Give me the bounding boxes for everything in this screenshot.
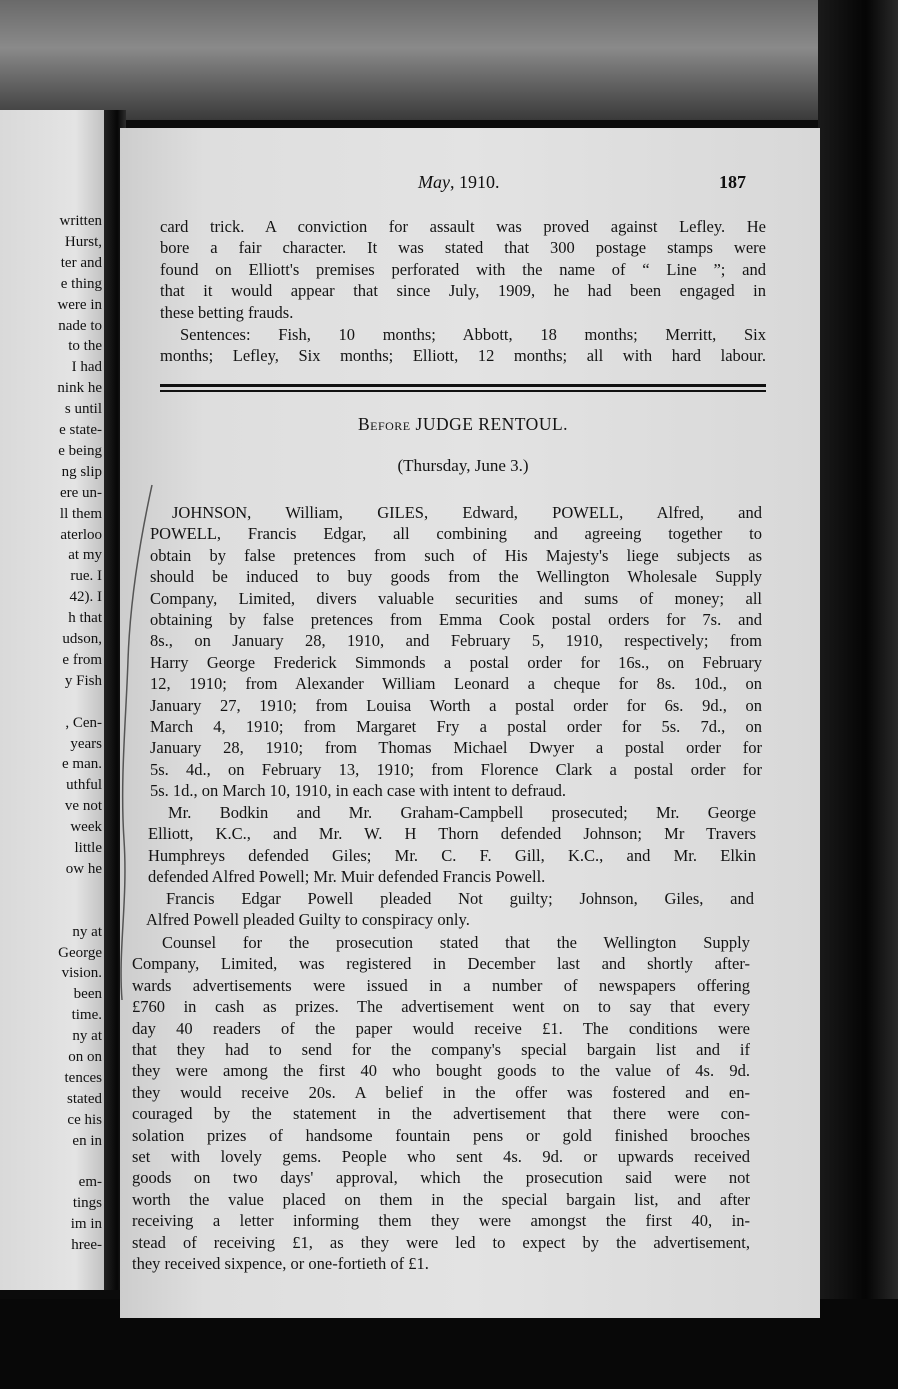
indictment-line: 12, 1910; from Alexander William Leonard a cheque for 8s. 10d., on bbox=[150, 674, 762, 694]
previous-page-fragment: h that bbox=[68, 610, 102, 627]
prosecution-line: Counsel for the prosecution stated that the Wellington Supply bbox=[162, 933, 750, 952]
indictment-line: JOHNSON, William, GILES, Edward, POWELL, Alfred, and bbox=[172, 503, 762, 522]
indictment-line: POWELL, Francis Edgar, all combining and agreeing together to bbox=[150, 524, 762, 544]
court-before: Before bbox=[357, 414, 411, 434]
prosecution-line: that they had to send for the company's special bargain list and if bbox=[132, 1040, 750, 1060]
previous-page-fragment: to the bbox=[68, 338, 102, 355]
indictment-line: 5s. 4d., on February 13, 1910; from Florence Clark a postal order for bbox=[150, 759, 762, 779]
page-number: 187 bbox=[719, 172, 746, 192]
pleas-paragraph bbox=[146, 888, 754, 931]
previous-page-fragment: been bbox=[73, 986, 102, 1003]
indictment-line: Harry George Frederick Simmonds a postal order for 16s., on February bbox=[150, 652, 762, 672]
previous-page-fragment: udson, bbox=[62, 631, 102, 647]
indictment-line: obtaining by false pretences from Emma Cook postal orders for 7s. and bbox=[150, 610, 762, 630]
prosecution-line: Company, Limited, was registered in December last and shortly after- bbox=[132, 954, 750, 974]
sentences-line-2: months; Lefley, Six months; Elliott, 12 months; all with hard labour. bbox=[160, 346, 766, 366]
continuation-paragraph bbox=[160, 216, 766, 323]
pleas-line: Francis Edgar Powell pleaded Not guilty; Johnson, Giles, and bbox=[166, 889, 754, 908]
indictment-line: January 28, 1910; from Thomas Michael Dwyer a postal order for bbox=[150, 738, 762, 758]
prosecution-line: £760 in cash as prizes. The advertisement went on to say that every bbox=[132, 997, 750, 1017]
previous-page-fragment: e man. bbox=[62, 756, 102, 773]
previous-page-fragment: e being bbox=[58, 442, 102, 459]
indictment-line: 8s., on January 28, 1910, and February 5, 1910, respectively; from bbox=[150, 631, 762, 651]
previous-page-fragment: en in bbox=[72, 1132, 102, 1149]
previous-page-fragment: years bbox=[70, 735, 102, 752]
previous-page-fragment: tings bbox=[72, 1195, 102, 1212]
continuation-line: that it would appear that since July, 1909, he had been engaged in bbox=[160, 281, 766, 301]
previous-page-fragment: uthful bbox=[66, 777, 102, 794]
prosecution-line: set with lovely gems. People who sent 4s. 9d. or upwards received bbox=[132, 1147, 750, 1167]
prosecution-paragraph bbox=[132, 932, 750, 1275]
continuation-line: found on Elliott's premises perforated with the name of “ Line ”; and bbox=[160, 259, 766, 279]
previous-page-fragment: ve not bbox=[64, 798, 102, 815]
previous-page-fragment: I had bbox=[71, 359, 102, 376]
court-heading bbox=[160, 414, 766, 435]
previous-page-fragment: were in bbox=[57, 296, 102, 313]
previous-page-fragment: time. bbox=[71, 1007, 102, 1024]
previous-page-fragment: e state- bbox=[59, 422, 102, 438]
counsel-paragraph bbox=[148, 802, 756, 888]
previous-page-fragment: ng slip bbox=[61, 463, 102, 480]
previous-page-fragment: aterloo bbox=[60, 526, 102, 543]
sentences-line-1: Sentences: Fish, 10 months; Abbott, 18 months; Merritt, Six bbox=[180, 325, 766, 344]
previous-page-fragment: ter and bbox=[60, 254, 102, 271]
previous-page-fragment: tences bbox=[64, 1069, 102, 1086]
previous-page-fragment: ere un- bbox=[59, 484, 102, 501]
previous-page-fragment: ny at bbox=[72, 1028, 102, 1045]
prosecution-line: they would receive 20s. A belief in the offer was fostered and en- bbox=[132, 1082, 750, 1102]
indictment-line: 5s. 1d., on March 10, 1910, in each case with intent to defraud. bbox=[150, 781, 567, 801]
previous-page-fragment: hree- bbox=[71, 1237, 102, 1254]
running-header bbox=[300, 172, 760, 198]
prosecution-line: day 40 readers of the paper would receive £1. The conditions were bbox=[132, 1018, 750, 1038]
indictment-line: obtain by false pretences from such of His Majesty's liege subjects as bbox=[150, 545, 762, 565]
previous-page-fragment: at my bbox=[68, 547, 102, 564]
header-year: , 1910. bbox=[449, 172, 500, 192]
previous-page-fragment: e thing bbox=[60, 275, 102, 292]
session-date: (Thursday, June 3.) bbox=[397, 456, 529, 475]
prosecution-line: they received sixpence, or one-fortieth of £1. bbox=[132, 1254, 429, 1274]
continuation-line: card trick. A conviction for assault was proved against Lefley. He bbox=[160, 217, 766, 236]
previous-page-fragment: 42). I bbox=[69, 589, 102, 606]
previous-page-fragment: , Cen- bbox=[65, 714, 102, 731]
previous-page-fragment: stated bbox=[67, 1090, 102, 1107]
film-margin-right bbox=[818, 0, 898, 1389]
section-rule-bottom bbox=[160, 390, 766, 392]
court-judge: JUDGE RENTOUL. bbox=[415, 414, 569, 434]
sentences-paragraph bbox=[160, 324, 766, 367]
indictment-paragraph bbox=[150, 502, 762, 802]
previous-page-fragment: George bbox=[58, 944, 102, 961]
indictment-line: March 4, 1910; from Margaret Fry a postal order for 5s. 7d., on bbox=[150, 717, 762, 737]
previous-page-fragment: im in bbox=[70, 1216, 102, 1233]
previous-page-fragment: Hurst, bbox=[64, 233, 102, 250]
previous-page-fragment: e from bbox=[62, 651, 102, 668]
previous-page-fragment: s until bbox=[64, 401, 102, 418]
previous-page-fragment: vision. bbox=[61, 965, 102, 982]
previous-page-fragment: rue. I bbox=[70, 568, 102, 585]
previous-page-fragment: em- bbox=[78, 1174, 102, 1191]
previous-page-edge bbox=[0, 110, 108, 1290]
continuation-line: bore a fair character. It was stated that 300 postage stamps were bbox=[160, 238, 766, 258]
continuation-line: these betting frauds. bbox=[160, 302, 294, 322]
prosecution-line: wards advertisements were issued in a number of newspapers offering bbox=[132, 975, 750, 995]
prosecution-line: solation prizes of handsome fountain pens or gold finished brooches bbox=[132, 1125, 750, 1145]
counsel-line: Mr. Bodkin and Mr. Graham-Campbell prosecuted; Mr. George bbox=[168, 803, 756, 822]
previous-page-fragment: written bbox=[59, 213, 102, 229]
indictment-line: January 27, 1910; from Louisa Worth a postal order for 6s. 9d., on bbox=[150, 695, 762, 715]
previous-page-fragment: nade to bbox=[58, 317, 102, 334]
film-margin-top bbox=[0, 0, 898, 120]
indictment-line: Company, Limited, divers valuable securities and sums of money; all bbox=[150, 588, 762, 608]
previous-page-fragment: ny at bbox=[72, 923, 102, 940]
previous-page-fragment: ce his bbox=[67, 1111, 102, 1128]
pleas-line: Alfred Powell pleaded Guilty to conspiracy only. bbox=[146, 910, 470, 930]
previous-page-fragment: ow he bbox=[65, 860, 102, 877]
prosecution-line: stead of receiving £1, as they were led to expect by the advertisement, bbox=[132, 1232, 750, 1252]
section-rule-top bbox=[160, 384, 766, 387]
header-date bbox=[418, 172, 499, 193]
prosecution-line: couraged by the statement in the advertisement that there were con- bbox=[132, 1104, 750, 1124]
prosecution-line: receiving a letter informing them they were amongst the first 40, in- bbox=[132, 1211, 750, 1231]
prosecution-line: worth the value placed on them in the special bargain list, and after bbox=[132, 1189, 750, 1209]
previous-page-fragment: little bbox=[74, 840, 102, 856]
indictment-line: should be induced to buy goods from the Wellington Wholesale Supply bbox=[150, 567, 762, 587]
previous-page-fragment: ll them bbox=[59, 505, 102, 522]
previous-page-fragment: y Fish bbox=[64, 672, 102, 689]
counsel-line: Elliott, K.C., and Mr. W. H Thorn defended Johnson; Mr Travers bbox=[148, 824, 756, 844]
previous-page-fragment: nink he bbox=[57, 380, 102, 397]
counsel-line: defended Alfred Powell; Mr. Muir defended Francis Powell. bbox=[148, 867, 546, 887]
header-month: May bbox=[418, 172, 450, 192]
previous-page-fragment: week bbox=[70, 819, 102, 836]
prosecution-line: they were among the first 40 who bought goods to the value of 4s. 9d. bbox=[132, 1061, 750, 1081]
prosecution-line: goods on two days' approval, which the prosecution said were not bbox=[132, 1168, 750, 1188]
previous-page-fragment: on on bbox=[68, 1049, 102, 1065]
counsel-line: Humphreys defended Giles; Mr. C. F. Gill, K.C., and Mr. Elkin bbox=[148, 845, 756, 865]
